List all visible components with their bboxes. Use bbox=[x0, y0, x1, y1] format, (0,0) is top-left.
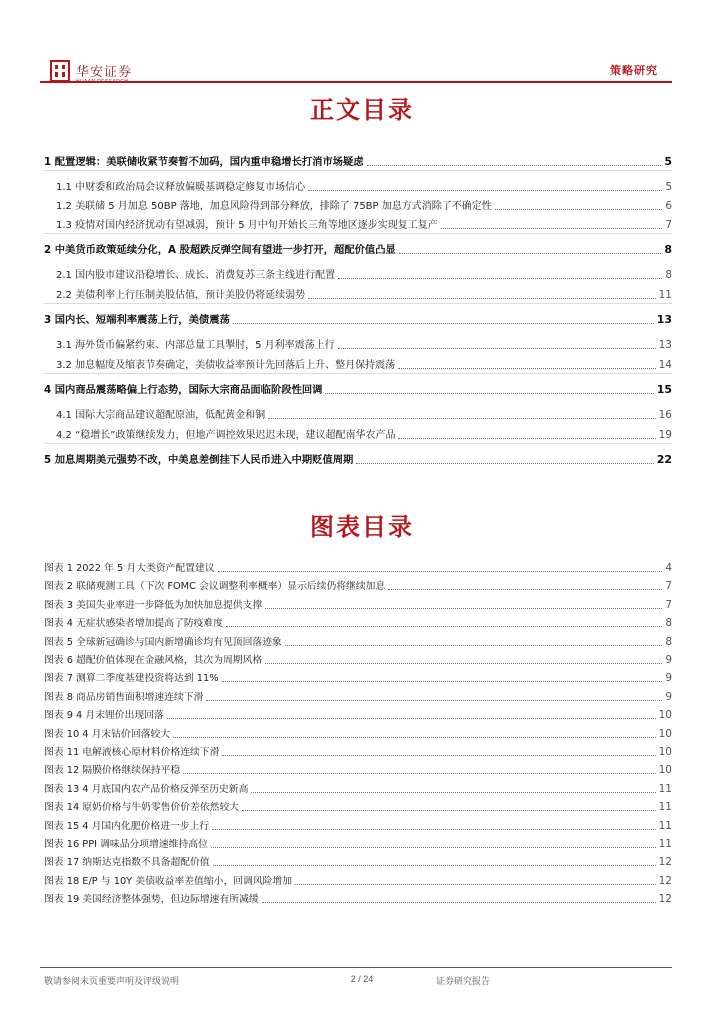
toc-entry[interactable] bbox=[56, 356, 672, 371]
entry-label: 2 中美货币政策延续分化，A 股超跌反弹空间有望进一步打开，超配价值凸显 bbox=[44, 244, 396, 256]
figure-entry[interactable] bbox=[44, 560, 672, 574]
entry-page-number: 9 bbox=[665, 672, 672, 684]
entry-page-number: 13 bbox=[656, 313, 672, 326]
entry-label: 1.1 中财委和政治局会议释放偏暖基调稳定修复市场信心 bbox=[56, 182, 306, 193]
seal-icon bbox=[50, 60, 70, 82]
entry-page-number: 7 bbox=[665, 599, 672, 611]
entry-label: 3.2 加息幅度及缩表节奏确定，美债收益率预计先回落后上升、整月保持震荡 bbox=[56, 360, 396, 371]
entry-label: 4.1 国际大宗商品建议超配原油，低配黄金和铜 bbox=[56, 410, 266, 421]
dot-leader bbox=[206, 700, 662, 701]
entry-page-number: 10 bbox=[658, 746, 672, 758]
figure-entry[interactable] bbox=[44, 762, 672, 776]
entry-label: 1 配置逻辑：美联储收紧节奏暂不加码，国内重申稳增长打消市场疑虑 bbox=[44, 156, 364, 168]
entry-page-number: 22 bbox=[656, 453, 672, 466]
entry-page-number: 12 bbox=[658, 875, 672, 887]
entry-label: 图表 11 电解液核心原材料价格连续下滑 bbox=[44, 747, 220, 758]
entry-label: 图表 2 联储观测工具（下次 FOMC 会议调整利率概率）显示后续仍将继续加息 bbox=[44, 581, 386, 592]
section-separator bbox=[44, 170, 672, 171]
toc-entry[interactable] bbox=[56, 266, 672, 281]
entry-page-number: 14 bbox=[658, 359, 672, 371]
entry-label: 图表 12 隔膜价格继续保持平稳 bbox=[44, 765, 181, 776]
dot-leader bbox=[367, 165, 662, 166]
dot-leader bbox=[399, 253, 662, 254]
entry-label: 2.1 国内股市建议沿稳增长、成长、消费复苏三条主线进行配置 bbox=[56, 270, 336, 281]
entry-label: 图表 15 4 月国内化肥价格进一步上行 bbox=[44, 821, 210, 832]
entry-page-number: 19 bbox=[658, 429, 672, 441]
entry-label: 图表 13 4 月底国内农产品价格反弹至历史新高 bbox=[44, 784, 249, 795]
toc-entry[interactable] bbox=[44, 241, 672, 256]
figure-entry[interactable] bbox=[44, 836, 672, 850]
entry-page-number: 8 bbox=[665, 617, 672, 629]
dot-leader bbox=[388, 589, 662, 590]
entry-label: 图表 10 4 月末钴价回落较大 bbox=[44, 729, 171, 740]
entry-label: 2.2 美债利率上行压制美股估值，预计美股仍将延续弱势 bbox=[56, 290, 306, 301]
footer-disclaimer: 敬请参阅末页重要声明及评级说明 bbox=[44, 977, 180, 987]
figure-entry[interactable] bbox=[44, 689, 672, 703]
toc-entry[interactable] bbox=[44, 311, 672, 326]
figure-entry[interactable] bbox=[44, 652, 672, 666]
dot-leader bbox=[222, 755, 655, 756]
entry-label: 1.2 美联储 5 月加息 50BP 落地，加息风险得到部分释放，排除了 75BP 加息方式消除了不确定性 bbox=[56, 201, 492, 212]
entry-page-number: 6 bbox=[665, 200, 672, 212]
dot-leader bbox=[226, 626, 662, 627]
figures-title: 图表目录 bbox=[310, 512, 414, 541]
dot-leader bbox=[325, 393, 653, 394]
figure-entry[interactable] bbox=[44, 726, 672, 740]
dot-leader bbox=[242, 810, 656, 811]
toc-entry[interactable] bbox=[56, 216, 672, 231]
figure-entry[interactable] bbox=[44, 781, 672, 795]
entry-page-number: 10 bbox=[658, 764, 672, 776]
toc-entry[interactable] bbox=[56, 286, 672, 301]
figure-entry[interactable] bbox=[44, 597, 672, 611]
entry-page-number: 16 bbox=[658, 409, 672, 421]
entry-label: 1.3 疫情对国内经济扰动有望减弱，预计 5 月中旬开始长三角等地区逐步实现复工复产 bbox=[56, 220, 438, 231]
dot-leader bbox=[213, 865, 656, 866]
dot-leader bbox=[285, 645, 663, 646]
toc-entry[interactable] bbox=[44, 153, 672, 168]
dot-leader bbox=[268, 418, 656, 419]
entry-label: 图表 19 美国经济整体强势，但边际增速有所减缓 bbox=[44, 894, 259, 905]
dot-leader bbox=[265, 608, 662, 609]
dot-leader bbox=[183, 773, 655, 774]
entry-page-number: 5 bbox=[664, 155, 672, 168]
dot-leader bbox=[338, 278, 662, 279]
entry-label: 图表 9 4 月末锂价出现回落 bbox=[44, 710, 164, 721]
page-number: 2 / 24 bbox=[350, 974, 374, 984]
dot-leader bbox=[308, 298, 656, 299]
figure-entry[interactable] bbox=[44, 891, 672, 905]
entry-label: 图表 3 美国失业率进一步降低为加快加息提供支撑 bbox=[44, 600, 263, 611]
entry-page-number: 12 bbox=[658, 893, 672, 905]
dot-leader bbox=[211, 847, 656, 848]
section-separator bbox=[44, 233, 672, 234]
dot-leader bbox=[398, 368, 656, 369]
entry-page-number: 9 bbox=[665, 654, 672, 666]
section-separator bbox=[44, 443, 672, 444]
entry-page-number: 13 bbox=[658, 339, 672, 351]
toc-entry[interactable] bbox=[56, 197, 672, 212]
entry-page-number: 4 bbox=[665, 562, 672, 574]
entry-page-number: 9 bbox=[665, 691, 672, 703]
entry-page-number: 10 bbox=[658, 709, 672, 721]
dot-leader bbox=[212, 829, 655, 830]
toc-entry[interactable] bbox=[56, 426, 672, 441]
entry-page-number: 12 bbox=[658, 856, 672, 868]
dot-leader bbox=[265, 663, 662, 664]
dot-leader bbox=[308, 190, 662, 191]
entry-page-number: 11 bbox=[658, 801, 672, 813]
footer-divider bbox=[40, 967, 672, 968]
entry-label: 图表 16 PPI 调味品分项增速维持高位 bbox=[44, 839, 208, 850]
entry-page-number: 11 bbox=[658, 783, 672, 795]
footer-report-label: 证券研究报告 bbox=[436, 977, 491, 987]
figure-entry[interactable] bbox=[44, 670, 672, 684]
toc-entry[interactable] bbox=[44, 381, 672, 396]
entry-label: 4.2 “稳增长”政策继续发力，但地产调控效果迟迟未现，建议超配南华农产品 bbox=[56, 430, 396, 441]
figure-entry[interactable] bbox=[44, 578, 672, 592]
report-type-label: 策略研究 bbox=[610, 64, 658, 77]
entry-page-number: 7 bbox=[665, 219, 672, 231]
dot-leader bbox=[356, 463, 653, 464]
dot-leader bbox=[338, 348, 656, 349]
entry-page-number: 8 bbox=[665, 636, 672, 648]
toc-entry[interactable] bbox=[44, 451, 672, 466]
figure-entry[interactable] bbox=[44, 744, 672, 758]
dot-leader bbox=[295, 884, 656, 885]
entry-label: 图表 5 全球新冠确诊与国内新增确诊均有见顶回落迹象 bbox=[44, 637, 282, 648]
section-separator bbox=[44, 373, 672, 374]
entry-label: 图表 18 E/P 与 10Y 美债收益率差值缩小，回调风险增加 bbox=[44, 876, 293, 887]
entry-page-number: 11 bbox=[658, 289, 672, 301]
toc-entry[interactable] bbox=[56, 336, 672, 351]
entry-label: 图表 6 超配价值体现在金融风格，其次为周期风格 bbox=[44, 655, 263, 666]
header-divider bbox=[40, 81, 672, 83]
dot-leader bbox=[218, 571, 663, 572]
toc-title: 正文目录 bbox=[310, 95, 414, 124]
dot-leader bbox=[222, 681, 663, 682]
dot-leader bbox=[495, 209, 663, 210]
figure-entry[interactable] bbox=[44, 818, 672, 832]
figure-entry[interactable] bbox=[44, 873, 672, 887]
dot-leader bbox=[233, 323, 654, 324]
entry-label: 图表 17 纳斯达克指数不具备超配价值 bbox=[44, 857, 210, 868]
entry-page-number: 8 bbox=[665, 269, 672, 281]
entry-label: 图表 7 测算二季度基建投资将达到 11% bbox=[44, 673, 219, 684]
entry-label: 5 加息周期美元强势不改，中美息差倒挂下人民币进入中期贬值周期 bbox=[44, 454, 354, 466]
dot-leader bbox=[251, 792, 655, 793]
dot-leader bbox=[167, 718, 656, 719]
figure-entry[interactable] bbox=[44, 799, 672, 813]
toc-entry[interactable] bbox=[56, 406, 672, 421]
page-header bbox=[40, 52, 672, 90]
entry-page-number: 11 bbox=[658, 820, 672, 832]
entry-label: 图表 1 2022 年 5 月大类资产配置建议 bbox=[44, 563, 215, 574]
figure-entry[interactable] bbox=[44, 854, 672, 868]
dot-leader bbox=[262, 902, 656, 903]
logo-chinese-name: 华安证券 bbox=[76, 65, 133, 80]
entry-label: 图表 8 商品房销售面积增速连续下滑 bbox=[44, 692, 204, 703]
entry-label: 3 国内长、短端利率震荡上行，美债震荡 bbox=[44, 314, 230, 326]
entry-page-number: 15 bbox=[656, 383, 672, 396]
entry-label: 3.1 海外货币偏紧约束、内部总量工具掣肘，5 月利率震荡上行 bbox=[56, 340, 335, 351]
entry-page-number: 10 bbox=[658, 728, 672, 740]
figure-entry[interactable] bbox=[44, 707, 672, 721]
entry-page-number: 8 bbox=[664, 243, 672, 256]
entry-label: 图表 14 原奶价格与牛奶零售价价差依然较大 bbox=[44, 802, 240, 813]
entry-label: 图表 4 无症状感染者增加提高了防疫难度 bbox=[44, 618, 224, 629]
figure-entry[interactable] bbox=[44, 634, 672, 648]
entry-page-number: 5 bbox=[665, 181, 672, 193]
toc-entry[interactable] bbox=[56, 178, 672, 193]
dot-leader bbox=[441, 228, 663, 229]
entry-label: 4 国内商品震荡略偏上行态势，国际大宗商品面临阶段性回调 bbox=[44, 384, 323, 396]
figure-entry[interactable] bbox=[44, 615, 672, 629]
section-separator bbox=[44, 303, 672, 304]
dot-leader bbox=[398, 438, 655, 439]
entry-page-number: 11 bbox=[658, 838, 672, 850]
entry-page-number: 7 bbox=[665, 580, 672, 592]
dot-leader bbox=[173, 737, 656, 738]
company-logo bbox=[50, 60, 220, 88]
